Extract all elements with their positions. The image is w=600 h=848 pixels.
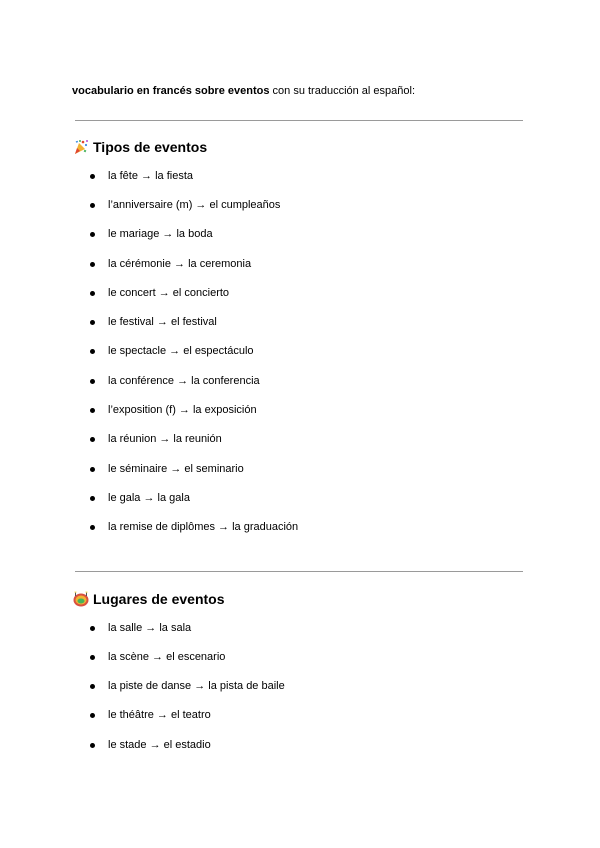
bullet [90,349,95,354]
bullet [90,174,95,179]
bullet [90,467,95,472]
divider [75,571,523,572]
confetti-icon [73,139,89,155]
intro-bold-text: vocabulario en francés sobre eventos [72,85,270,97]
bullet [90,408,95,413]
section-title: Tipos de eventos [93,139,208,155]
stadium-icon [73,591,89,607]
bullet [90,379,95,384]
bullet [90,525,95,530]
bullet [90,655,95,660]
bullet [90,743,95,748]
section-title: Lugares de eventos [93,591,225,607]
bullet [90,232,95,237]
bullet [90,496,95,501]
bullet [90,626,95,631]
bullet [90,713,95,718]
intro-rest-text: con su traducción al español: [269,85,416,97]
bullet [90,262,95,267]
bullet [90,437,95,442]
bullet [90,203,95,208]
bullet [90,291,95,296]
bullet [90,684,95,689]
bullet [90,320,95,325]
section-heading-lugares [73,591,225,607]
intro-paragraph [72,84,415,98]
document-page: vocabulario en francés sobre eventos con su traducción al español: Tipos de eventos la fête → la fiesta l’anniversaire (m) → el cumpleaños le mariage → la boda la cérémonie → la ceremonia le concert → el concierto le festival → el festival le spectacle → el espectáculo la conférence → la conferencia l’exposition (f) → la exposición la réunion → la reunión le séminaire → el seminario le gala → la gala la remise de diplômes → la graduación Lugares de eventos la salle → la sala la scène → el escenario la piste de danse → la pista de baile le théâtre → el teatro le stade → el estadio [0,0,600,848]
section-heading-tipos [73,139,207,155]
divider [75,120,523,121]
